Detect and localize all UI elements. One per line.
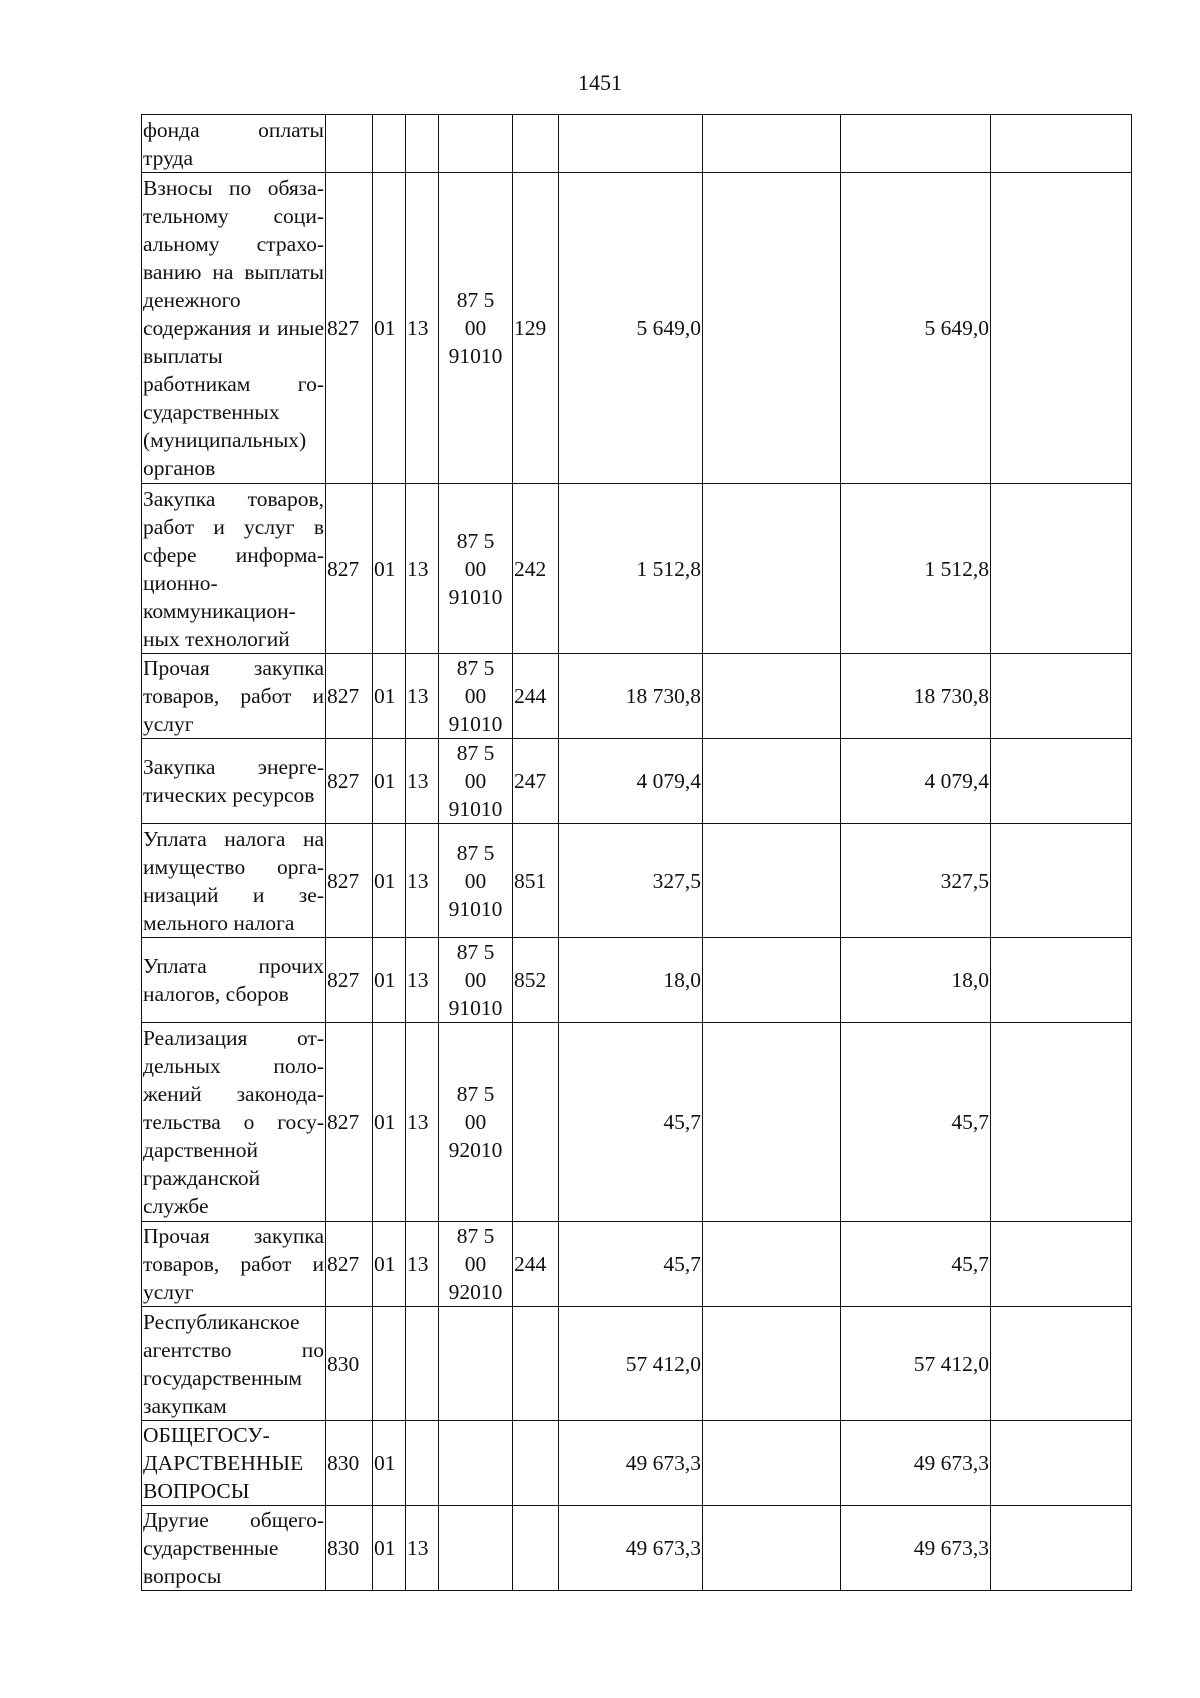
row-name: Прочая закупка товаров, работ и услуг — [142, 1222, 326, 1307]
csr-part: 87 5 — [456, 940, 495, 964]
ved-code: 827 — [326, 654, 373, 739]
row-name: Другие общегосударственные вопросы — [142, 1506, 326, 1591]
target-article-code — [439, 739, 513, 824]
sum-1: 49 673,3 — [559, 1421, 703, 1506]
subsection-code: 13 — [406, 739, 439, 824]
sum-4 — [991, 173, 1132, 484]
subsection-code: 13 — [406, 1506, 439, 1591]
ved-code: 827 — [326, 1023, 373, 1222]
csr-part: 00 — [464, 968, 487, 992]
sum-2 — [703, 1506, 841, 1591]
section-code: 01 — [373, 1222, 406, 1307]
section-code: 01 — [373, 654, 406, 739]
target-article-code — [439, 1222, 513, 1307]
ved-code: 827 — [326, 938, 373, 1023]
sum-4 — [991, 1222, 1132, 1307]
table-row — [142, 739, 1132, 824]
section-code: 01 — [373, 173, 406, 484]
table-row — [142, 824, 1132, 938]
subsection-code — [406, 1421, 439, 1506]
sum-2 — [703, 824, 841, 938]
sum-4 — [991, 938, 1132, 1023]
sum-2 — [703, 938, 841, 1023]
target-article-code — [439, 824, 513, 938]
csr-part: 00 — [464, 769, 487, 793]
csr-part: 00 — [464, 684, 487, 708]
table-row — [142, 654, 1132, 739]
expense-type-code — [513, 1421, 559, 1506]
csr-part: 91010 — [448, 584, 503, 609]
csr-part: 87 5 — [456, 288, 495, 312]
csr-part: 91010 — [448, 896, 503, 921]
row-name: Реализация отдельных положений законодательства о государственной гражданской службе — [142, 1023, 326, 1222]
csr-part: 87 5 — [456, 656, 495, 680]
sum-3: 45,7 — [841, 1222, 991, 1307]
csr-part: 87 5 — [456, 1082, 495, 1106]
section-code: 01 — [373, 1023, 406, 1222]
csr-part: 92010 — [448, 1138, 503, 1162]
sum-1: 327,5 — [559, 824, 703, 938]
expense-type-code: 244 — [513, 654, 559, 739]
expense-type-code: 852 — [513, 938, 559, 1023]
table-row — [142, 1222, 1132, 1307]
expense-type-code: 244 — [513, 1222, 559, 1307]
sum-3: 4 079,4 — [841, 739, 991, 824]
expense-type-code: 851 — [513, 824, 559, 938]
expense-type-code: 242 — [513, 484, 559, 654]
csr-part: 92010 — [448, 1280, 503, 1304]
csr-part: 91010 — [448, 797, 503, 821]
ved-code: 830 — [326, 1506, 373, 1591]
subsection-code: 13 — [406, 1023, 439, 1222]
section-code — [373, 115, 406, 173]
expense-type-code — [513, 1023, 559, 1222]
sum-1: 1 512,8 — [559, 484, 703, 654]
row-name: Закупка товаров, работ и услуг в сфере информационно-коммуникационных технологий — [142, 484, 326, 654]
table-row — [142, 1421, 1132, 1506]
target-article-code — [439, 1506, 513, 1591]
expense-type-code — [513, 1506, 559, 1591]
sum-2 — [703, 1023, 841, 1222]
section-code: 01 — [373, 824, 406, 938]
csr-part: 87 5 — [456, 1224, 495, 1248]
sum-4 — [991, 1506, 1132, 1591]
sum-4 — [991, 1421, 1132, 1506]
sum-1: 18,0 — [559, 938, 703, 1023]
table-row — [142, 1023, 1132, 1222]
csr-part: 87 5 — [456, 741, 495, 765]
page-number: 1451 — [578, 70, 622, 95]
sum-4 — [991, 824, 1132, 938]
ved-code: 827 — [326, 173, 373, 484]
sum-2 — [703, 484, 841, 654]
target-article-code — [439, 484, 513, 654]
table-row — [142, 115, 1132, 173]
table-row — [142, 938, 1132, 1023]
target-article-code — [439, 173, 513, 484]
expense-type-code — [513, 1307, 559, 1421]
sum-3 — [841, 115, 991, 173]
ved-code: 827 — [326, 484, 373, 654]
target-article-code — [439, 938, 513, 1023]
section-code: 01 — [373, 1506, 406, 1591]
sum-1: 57 412,0 — [559, 1307, 703, 1421]
sum-4 — [991, 1023, 1132, 1222]
ved-code: 827 — [326, 739, 373, 824]
expense-type-code: 129 — [513, 173, 559, 484]
sum-3: 18,0 — [841, 938, 991, 1023]
row-name: Закупка энергетических ресурсов — [142, 739, 326, 824]
sum-1: 5 649,0 — [559, 173, 703, 484]
table-row — [142, 173, 1132, 484]
sum-1: 49 673,3 — [559, 1506, 703, 1591]
csr-part: 91010 — [448, 344, 503, 368]
sum-4 — [991, 654, 1132, 739]
sum-1: 4 079,4 — [559, 739, 703, 824]
sum-1: 45,7 — [559, 1023, 703, 1222]
sum-2 — [703, 1421, 841, 1506]
subsection-code: 13 — [406, 173, 439, 484]
sum-2 — [703, 115, 841, 173]
sum-1: 18 730,8 — [559, 654, 703, 739]
table-row — [142, 484, 1132, 654]
csr-part: 00 — [464, 556, 487, 581]
section-code: 01 — [373, 739, 406, 824]
sum-3: 49 673,3 — [841, 1506, 991, 1591]
section-code: 01 — [373, 1421, 406, 1506]
table-row — [142, 1307, 1132, 1421]
sum-2 — [703, 1307, 841, 1421]
subsection-code: 13 — [406, 938, 439, 1023]
csr-part: 00 — [464, 1252, 487, 1276]
ved-code: 830 — [326, 1307, 373, 1421]
section-code: 01 — [373, 938, 406, 1023]
csr-part: 00 — [464, 868, 487, 893]
sum-3: 18 730,8 — [841, 654, 991, 739]
section-code: 01 — [373, 484, 406, 654]
sum-2 — [703, 654, 841, 739]
sum-2 — [703, 1222, 841, 1307]
csr-part: 00 — [464, 1110, 487, 1134]
section-code — [373, 1307, 406, 1421]
target-article-code — [439, 115, 513, 173]
row-name: Республиканское агентство по государственным закупкам — [142, 1307, 326, 1421]
sum-4 — [991, 484, 1132, 654]
budget-table — [141, 114, 1132, 1591]
ved-code: 827 — [326, 1222, 373, 1307]
ved-code: 830 — [326, 1421, 373, 1506]
csr-part: 87 5 — [456, 528, 495, 553]
subsection-code: 13 — [406, 484, 439, 654]
sum-3: 327,5 — [841, 824, 991, 938]
sum-3: 1 512,8 — [841, 484, 991, 654]
csr-part: 91010 — [448, 996, 503, 1020]
sum-4 — [991, 1307, 1132, 1421]
csr-part: 87 5 — [456, 840, 495, 865]
subsection-code: 13 — [406, 654, 439, 739]
row-name: Прочая закупка товаров, работ и услуг — [142, 654, 326, 739]
row-name: Взносы по обязательному социальному страхованию на выплаты денежного содержания и иные выплаты работникам государственных (муниципальных) органов — [142, 173, 326, 484]
row-name: фонда оплаты труда — [142, 115, 326, 173]
sum-3: 49 673,3 — [841, 1421, 991, 1506]
row-name: ОБЩЕГОСУДАРСТВЕННЫЕ ВОПРОСЫ — [142, 1421, 326, 1506]
target-article-code — [439, 1023, 513, 1222]
sum-4 — [991, 739, 1132, 824]
sum-4 — [991, 115, 1132, 173]
target-article-code — [439, 1421, 513, 1506]
sum-1 — [559, 115, 703, 173]
subsection-code: 13 — [406, 824, 439, 938]
target-article-code — [439, 654, 513, 739]
sum-3: 45,7 — [841, 1023, 991, 1222]
csr-part: 00 — [464, 316, 487, 340]
sum-2 — [703, 739, 841, 824]
subsection-code — [406, 115, 439, 173]
ved-code — [326, 115, 373, 173]
table-row — [142, 1506, 1132, 1591]
sum-3: 57 412,0 — [841, 1307, 991, 1421]
csr-part: 91010 — [448, 712, 503, 736]
row-name: Уплата прочих налогов, сборов — [142, 938, 326, 1023]
target-article-code — [439, 1307, 513, 1421]
row-name: Уплата налога на имущество организаций и земельного налога — [142, 824, 326, 938]
subsection-code: 13 — [406, 1222, 439, 1307]
expense-type-code — [513, 115, 559, 173]
expense-type-code: 247 — [513, 739, 559, 824]
ved-code: 827 — [326, 824, 373, 938]
sum-2 — [703, 173, 841, 484]
sum-3: 5 649,0 — [841, 173, 991, 484]
subsection-code — [406, 1307, 439, 1421]
sum-1: 45,7 — [559, 1222, 703, 1307]
